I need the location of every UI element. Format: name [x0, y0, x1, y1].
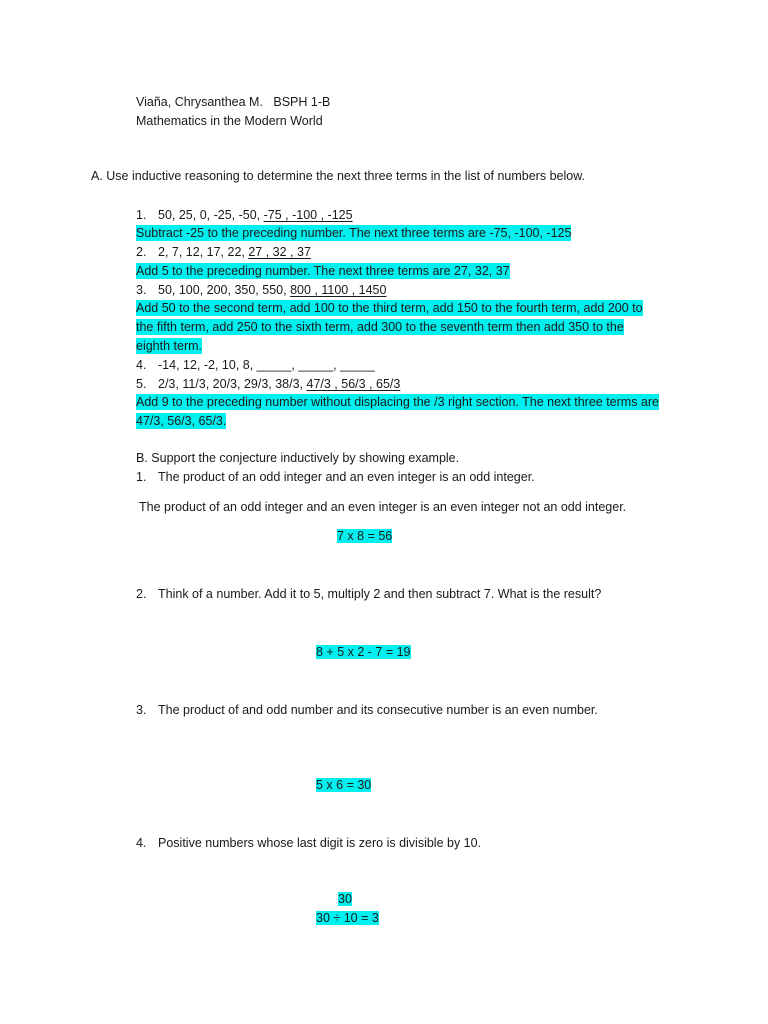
item-number: 1.	[136, 470, 147, 484]
item-answer: 800 , 1100 , 1450	[290, 283, 387, 297]
part-b-instruction: B. Support the conjecture inductively by showing example.	[136, 451, 460, 465]
part-b-item-1-response: The product of an odd integer and an even integer is an even integer not an odd integer.	[139, 500, 627, 514]
item-answer: -75 , -100 , -125	[263, 208, 353, 222]
part-a-item-5-explanation-line-1	[136, 393, 659, 412]
item-statement: The product of an odd integer and an even integer is an odd integer.	[158, 470, 535, 484]
highlighted-text: 47/3, 56/3, 65/3.	[136, 414, 227, 428]
item-number: 5.	[136, 377, 147, 391]
highlighted-example: 8 + 5 x 2 - 7 = 19	[316, 645, 411, 659]
highlighted-text: Add 50 to the second term, add 100 to the third term, add 150 to the fourth term, add 200 to	[136, 301, 643, 315]
part-b-item-4	[136, 834, 481, 852]
item-sequence: -14, 12, -2, 10, 8, _____, _____, _____	[158, 358, 375, 372]
part-a-item-3-explanation-line-1	[136, 299, 643, 318]
item-number: 3.	[136, 283, 147, 297]
part-a-item-1-explanation	[136, 224, 571, 243]
part-b-item-3-example	[316, 776, 371, 794]
part-a-item-2-explanation	[136, 262, 510, 281]
item-statement: Think of a number. Add it to 5, multiply 2 and then subtract 7. What is the result?	[158, 587, 602, 601]
part-b-item-4-example-line-1	[338, 890, 352, 908]
item-number: 3.	[136, 703, 147, 717]
highlighted-text: eighth term.	[136, 339, 203, 353]
item-number: 1.	[136, 208, 147, 222]
item-number: 4.	[136, 836, 147, 850]
item-sequence: 50, 25, 0, -25, -50,	[158, 208, 264, 222]
item-answer: 27 , 32 , 37	[248, 245, 311, 259]
item-statement: Positive numbers whose last digit is zero is divisible by 10.	[158, 836, 482, 850]
part-a-item-3-explanation-line-2	[136, 318, 624, 337]
highlighted-text: Add 5 to the preceding number. The next three terms are 27, 32, 37	[136, 264, 510, 278]
item-number: 2.	[136, 587, 147, 601]
part-a-item-3	[136, 281, 386, 299]
highlighted-text: Add 9 to the preceding number without displacing the /3 right section. The next three terms are	[136, 395, 659, 409]
part-a-item-5	[136, 375, 400, 393]
highlighted-example: 5 x 6 = 30	[316, 778, 372, 792]
part-a-item-2	[136, 243, 311, 261]
item-statement: The product of and odd number and its consecutive number is an even number.	[158, 703, 598, 717]
student-header	[136, 93, 330, 111]
part-a-item-4	[136, 356, 375, 374]
part-b-item-4-example-line-2	[316, 909, 379, 927]
item-answer: 47/3 , 56/3 , 65/3	[306, 377, 401, 391]
part-a-item-3-explanation-line-3	[136, 337, 202, 356]
highlighted-example: 30 ÷ 10 = 3	[316, 911, 379, 925]
highlighted-text: the fifth term, add 250 to the sixth term, add 300 to the seventh term then add 350 to the	[136, 320, 624, 334]
part-b-item-1-example	[337, 527, 392, 545]
part-a-instruction: A. Use inductive reasoning to determine the next three terms in the list of numbers below.	[91, 169, 586, 183]
highlighted-example: 7 x 8 = 56	[337, 529, 393, 543]
item-sequence: 2/3, 11/3, 20/3, 29/3, 38/3,	[158, 377, 307, 391]
highlighted-text: Subtract -25 to the preceding number. The next three terms are -75, -100, -125	[136, 226, 572, 240]
course-title: Mathematics in the Modern World	[136, 114, 323, 128]
highlighted-example: 30	[338, 892, 352, 906]
part-b-item-2	[136, 585, 601, 603]
item-sequence: 50, 100, 200, 350, 550,	[158, 283, 291, 297]
item-number: 2.	[136, 245, 147, 259]
part-a-item-1	[136, 206, 353, 224]
item-number: 4.	[136, 358, 147, 372]
part-b-item-3	[136, 701, 598, 719]
item-sequence: 2, 7, 12, 17, 22,	[158, 245, 249, 259]
student-section: BSPH 1-B	[273, 95, 331, 109]
part-b-item-2-example	[316, 643, 411, 661]
part-a-item-5-explanation-line-2	[136, 412, 226, 431]
student-name: Viaña, Chrysanthea M.	[136, 95, 263, 109]
part-b-item-1	[136, 468, 535, 486]
